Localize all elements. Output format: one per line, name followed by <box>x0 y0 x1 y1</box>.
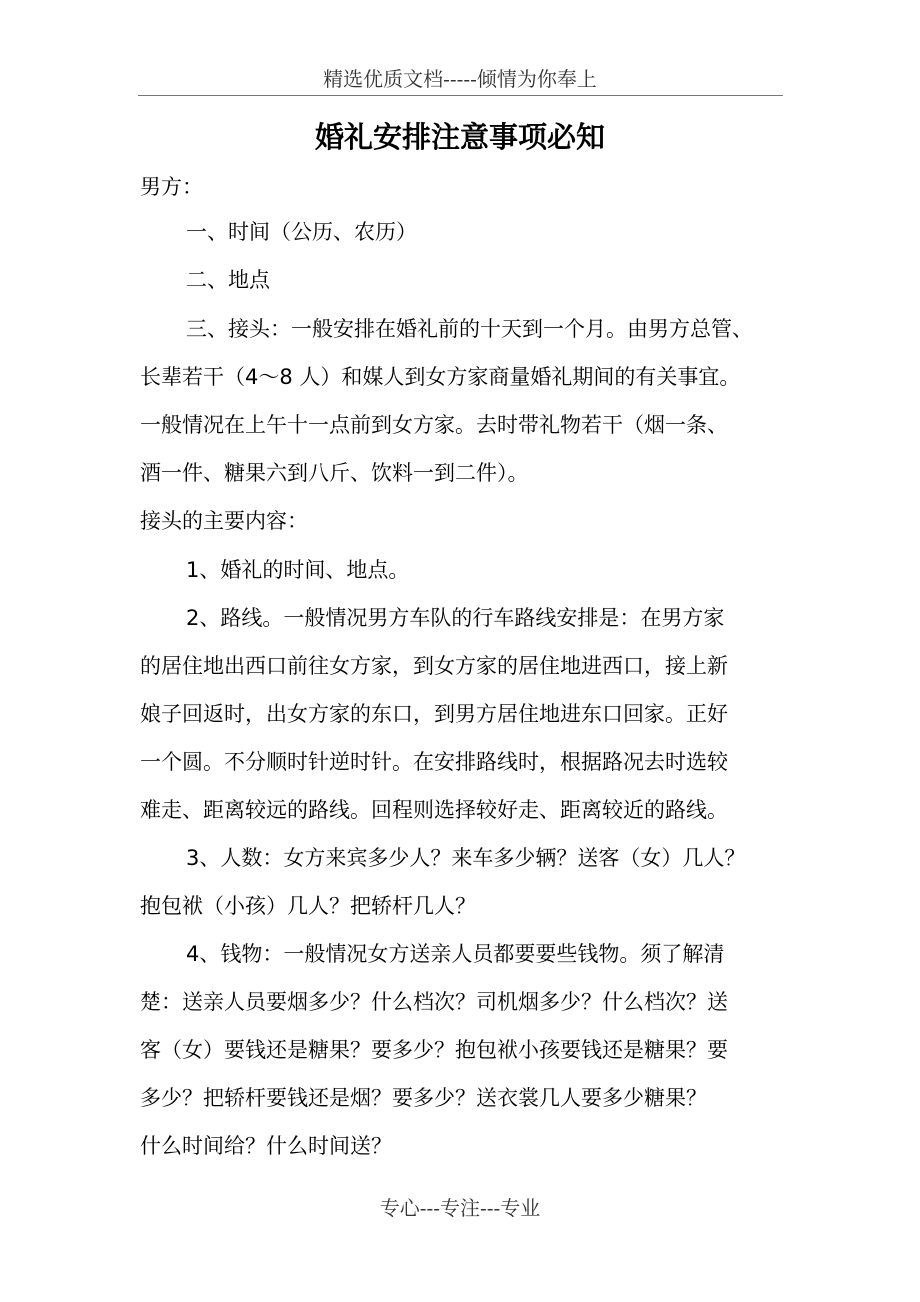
text-line: 酒一件、糖果六到八斤、饮料一到二件）。 <box>140 461 529 485</box>
text-line: 一、时间（公历、农历） <box>186 220 417 244</box>
text-line: 一个圆。不分顺时针逆时针。在安排路线时，根据路况去时选较 <box>140 750 728 774</box>
text-line: 男方： <box>140 175 203 199</box>
item-place <box>140 256 866 304</box>
text-line: 难走、距离较远的路线。回程则选择较好走、距离较近的路线。 <box>140 798 728 822</box>
text-line: 三、接头：一般安排在婚礼前的十天到一个月。由男方总管、 <box>186 317 753 341</box>
item-meeting-paragraph <box>140 305 820 497</box>
text-line: 长辈若干（4～8 人）和媒人到女方家商量婚礼期间的有关事宜。 <box>140 365 741 389</box>
document-title: 婚礼安排注意事项必知 <box>314 120 605 154</box>
point-2-paragraph <box>140 594 820 834</box>
page-header: 精选优质文档-----倾情为你奉上 <box>323 67 597 91</box>
point-3-paragraph <box>140 834 820 930</box>
point-4-paragraph <box>140 930 820 1170</box>
page-footer: 专心---专注---专业 <box>379 1196 541 1220</box>
text-line: 娘子回返时，出女方家的东口，到男方居住地进东口回家。正好 <box>140 702 728 726</box>
groom-side-heading <box>140 163 820 211</box>
text-line: 接头的主要内容： <box>140 509 308 533</box>
point-1 <box>140 546 866 594</box>
text-line: 1、婚礼的时间、地点。 <box>186 558 410 582</box>
item-time <box>140 208 866 256</box>
meeting-content-heading <box>140 497 820 545</box>
text-line: 一般情况在上午十一点前到女方家。去时带礼物若干（烟一条、 <box>140 413 728 437</box>
text-line: 3、人数：女方来宾多少人？来车多少辆？送客（女）几人？ <box>186 846 746 870</box>
text-line: 抱包袱（小孩）几人？把轿杆几人？ <box>140 894 476 918</box>
header-divider <box>138 95 783 96</box>
text-line: 客（女）要钱还是糖果？要多少？抱包袱小孩要钱还是糖果？要 <box>140 1038 728 1062</box>
text-line: 什么时间给？什么时间送？ <box>140 1134 392 1158</box>
text-line: 二、地点 <box>186 268 270 292</box>
text-line: 楚：送亲人员要烟多少？什么档次？司机烟多少？什么档次？送 <box>140 990 728 1014</box>
text-line: 4、钱物：一般情况女方送亲人员都要要些钱物。须了解清 <box>186 942 725 966</box>
text-line: 的居住地出西口前往女方家，到女方家的居住地进西口，接上新 <box>140 654 728 678</box>
text-line: 多少？把轿杆要钱还是烟？要多少？送衣裳几人要多少糖果？ <box>140 1086 707 1110</box>
text-line: 2、路线。一般情况男方车队的行车路线安排是：在男方家 <box>186 606 725 630</box>
